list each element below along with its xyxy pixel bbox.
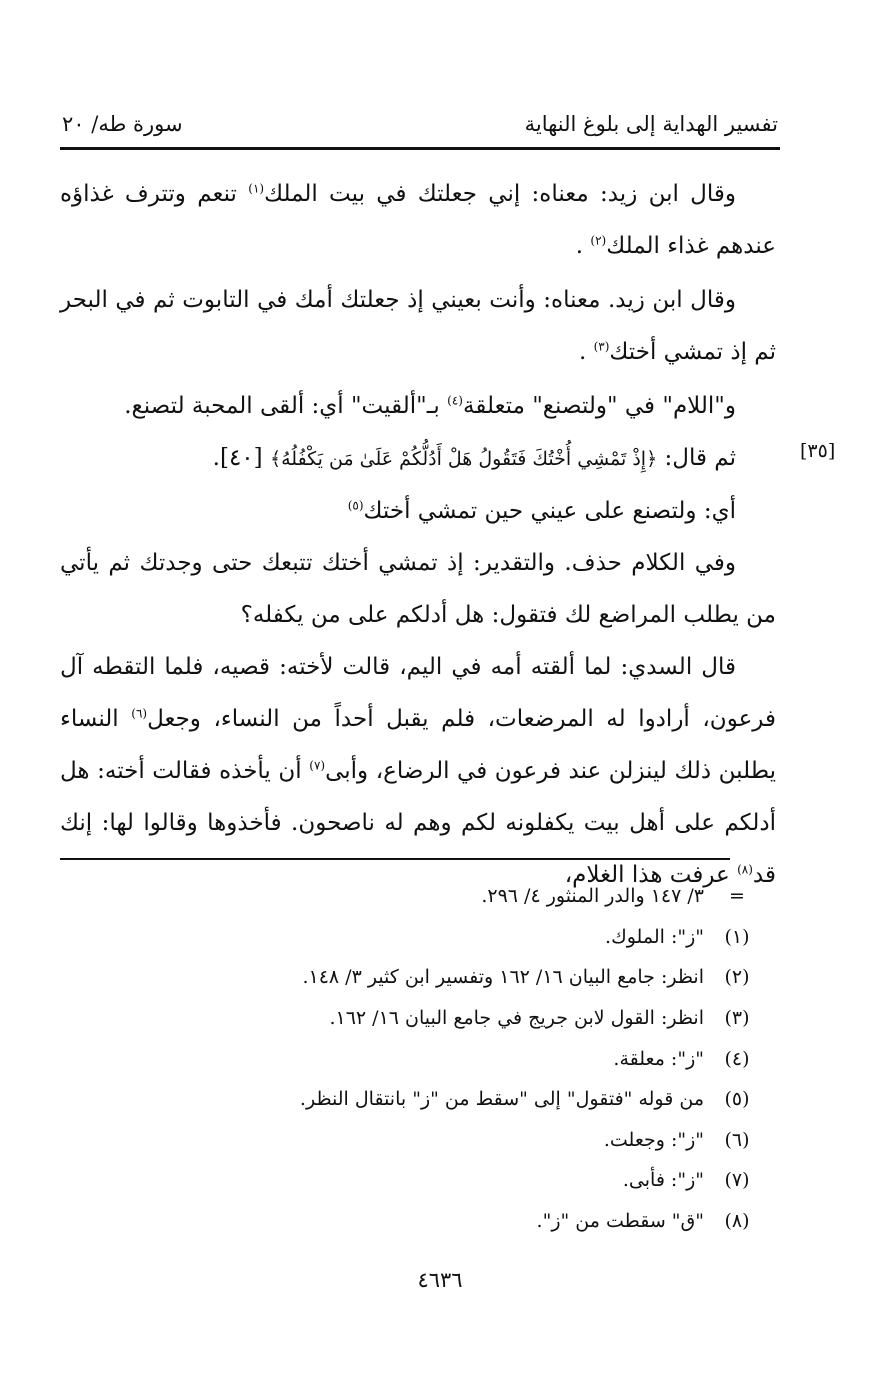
footnote-number: (١)	[724, 925, 750, 948]
footnote-marker: (١)	[248, 181, 265, 196]
text-run: .	[575, 233, 591, 259]
text-run: ثم قال:	[657, 445, 736, 471]
footnote	[60, 1201, 766, 1242]
verse-ref: [٤٠].	[212, 445, 270, 471]
paragraph	[60, 485, 776, 537]
footnote-rule	[60, 858, 730, 860]
footnote-marker: (٤)	[447, 393, 463, 408]
paragraph	[60, 380, 776, 432]
footnote-number: (٥)	[724, 1088, 750, 1111]
paragraph	[60, 168, 776, 272]
text-run: أن يأخذه فقالت أخته: هل أدلكم على أهل بيت يكفلونه لكم وهم له ناصحون. فأخذوها وقالوا لها: إنك قد	[60, 758, 776, 888]
main-text	[60, 168, 776, 901]
surah-label: سورة طه/ ٢٠	[62, 112, 183, 136]
footnote-number: (٧)	[724, 1169, 750, 1192]
text-run: أي: ولتصنع على عيني حين تمشي أختك	[363, 498, 736, 524]
footnote-text: من قوله "فتقول" إلى "سقط من "ز" بانتقال النظر.	[299, 1088, 704, 1111]
text-run: وقال ابن زيد: معناه: إني جعلتك في بيت الملك	[264, 181, 736, 207]
text-run: .	[578, 339, 594, 365]
header-rule	[60, 147, 780, 150]
footnote	[60, 1160, 766, 1201]
footnote-number: =	[729, 885, 745, 908]
footnote-text: "ز": فأبى.	[622, 1169, 704, 1192]
paragraph	[60, 641, 776, 901]
paragraph	[60, 537, 776, 641]
text-run: تنعم وتترف غذاؤه عندهم غذاء الملك	[60, 181, 776, 259]
paragraph	[60, 432, 776, 485]
footnote	[60, 876, 766, 917]
running-header	[62, 112, 778, 144]
footnote-marker: (٣)	[593, 339, 610, 354]
book-title: تفسير الهداية إلى بلوغ النهاية	[524, 112, 778, 136]
footnote-marker: (٦)	[131, 706, 148, 721]
footnote-marker: (٢)	[590, 233, 607, 248]
footnote-number: (٨)	[724, 1210, 750, 1233]
footnote-text: "ز": معلقة.	[613, 1047, 704, 1070]
page-number: ٤٦٣٦	[417, 1268, 463, 1292]
footnote-number: (٢)	[724, 966, 750, 989]
footnote-text: "ز": الملوك.	[605, 925, 704, 948]
text-run: بـ"ألقيت" أي: ألقى المحبة لتصنع.	[124, 393, 448, 419]
text-run: قال السدي: لما ألقته أمه في اليم، قالت لأخته: قصيه، فلما التقطه آل فرعون، أرادوا له المرضعات، فلم يقبل أحداً من النساء، وجعل	[60, 654, 776, 732]
footnote-marker: (٧)	[309, 758, 326, 773]
footnote	[60, 1038, 766, 1079]
footnotes	[60, 876, 766, 1241]
footnote-number: (٦)	[724, 1128, 750, 1151]
footnote-text: انظر: القول لابن جريج في جامع البيان ١٦/ ١٦٢.	[329, 1007, 704, 1030]
footnote	[60, 1079, 766, 1120]
footnote-text: ٣/ ١٤٧ والدر المنثور ٤/ ٢٩٦.	[481, 885, 704, 908]
footnote-text: انظر: جامع البيان ١٦/ ١٦٢ وتفسير ابن كثير ٣/ ١٤٨.	[302, 966, 704, 989]
footnote	[60, 917, 766, 958]
footnote	[60, 1120, 766, 1161]
text-run: وفي الكلام حذف. والتقدير: إذ تمشي أختك تتبعك حتى وجدتك ثم يأتي من يطلب المراضع لك فتقول: هل أدلكم على من يكفله؟	[60, 550, 776, 628]
footnote	[60, 998, 766, 1039]
text-run: عرفت هذا الغلام،	[564, 862, 738, 888]
footnote-text: "ز": وجعلت.	[603, 1128, 704, 1151]
text-run: و"اللام" في "ولتصنع" متعلقة	[462, 393, 736, 419]
margin-folio-ref: [٣٥]	[800, 440, 836, 462]
footnote-number: (٤)	[724, 1047, 750, 1070]
paragraph	[60, 274, 776, 378]
footnote-number: (٣)	[724, 1007, 750, 1030]
footnote-marker: (٥)	[347, 498, 364, 513]
footnote-text: "ق" سقطت من "ز".	[536, 1210, 704, 1233]
quran-verse: ﴿إِذْ تَمْشِي أُخْتُكَ فَتَقُولُ هَلْ أَدُلُّكُمْ عَلَىٰ مَن يَكْفُلُهُ﴾	[269, 448, 658, 470]
text-run: النساء يطلبن ذلك لينزلن عند فرعون في الرضاع، وأبى	[60, 706, 776, 784]
text-run: وقال ابن زيد. معناه: وأنت بعيني إذ جعلتك أمك في التابوت ثم في البحر ثم إذ تمشي أختك	[60, 287, 776, 365]
footnote	[60, 957, 766, 998]
footnote-marker: (٨)	[737, 862, 753, 877]
